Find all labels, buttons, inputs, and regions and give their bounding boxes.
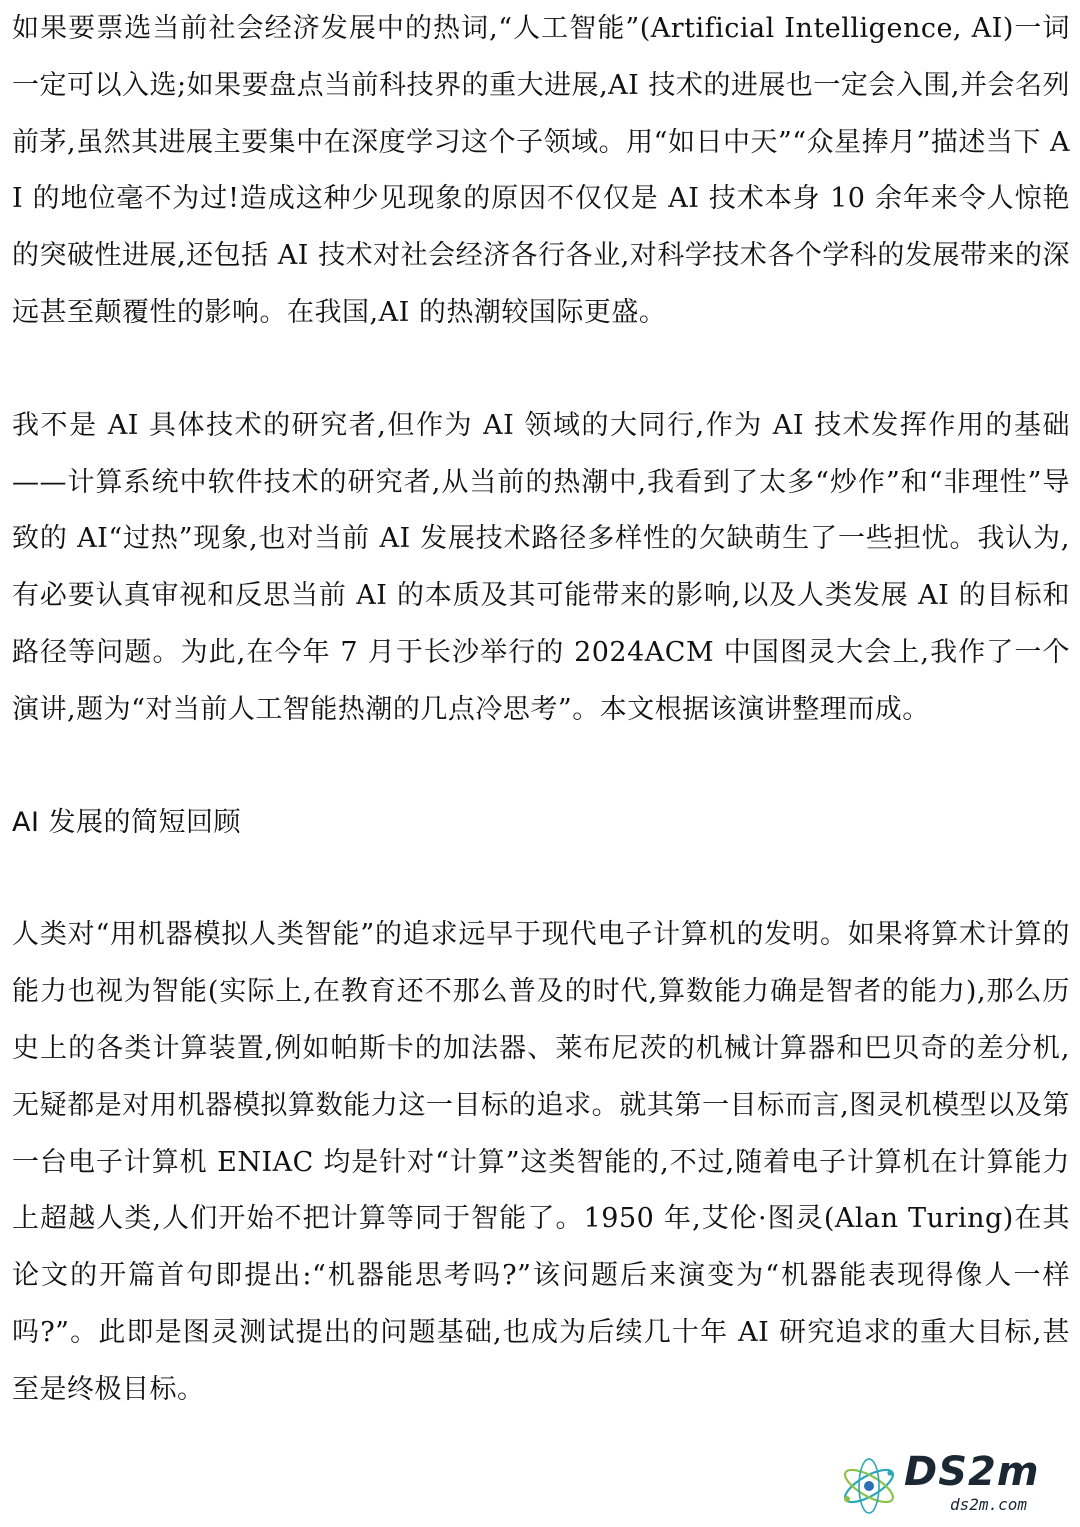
section-heading: AI 发展的简短回顾 [12,806,242,838]
paragraph-intro: 如果要票选当前社会经济发展中的热词,“人工智能”(Artificial Intelligence, AI)一词一定可以入选;如果要盘点当前科技界的重大进展,AI 技术的进展也一定会入围,并会名列前茅,虽然其进展主要集中在深度学习这个子领域。用“如日中天”“众星捧月”描述当下 AI 的地位毫不为过!造成这种少见现象的原因不仅仅是 AI 技术本身 10 余年来令人惊艳的突破性进展,还包括 AI 技术对社会经济各行各业,对科学技术各个学科的发展带来的深远甚至颠覆性的影响。在我国,AI 的热潮较国际更盛。 [12,13,1071,328]
logo-wordmark: DS2m [904,1449,1040,1495]
logo-domain: ds2m.com [950,1495,1028,1514]
paragraph-author-motivation: 我不是 AI 具体技术的研究者,但作为 AI 领域的大同行,作为 AI 技术发挥作用的基础——计算系统中软件技术的研究者,从当前的热潮中,我看到了太多“炒作”和“非理性”导致的 AI“过热”现象,也对当前 AI 发展技术路径多样性的欠缺萌生了一些担忧。我认为,有必要认真审视和反思当前 AI 的本质及其可能带来的影响,以及人类发展 AI 的目标和路径等问题。为此,在今年 7 月于长沙举行的 2024ACM 中国图灵大会上,我作了一个演讲,题为“对当前人工智能热潮的几点冷思考”。本文根据该演讲整理而成。 [12,409,1070,725]
paragraph-ai-history: 人类对“用机器模拟人类智能”的追求远早于现代电子计算机的发明。如果将算术计算的能力也视为智能(实际上,在教育还不那么普及的时代,算数能力确是智者的能力),那么历史上的各类计算装置,例如帕斯卡的加法器、莱布尼茨的机械计算器和巴贝奇的差分机,无疑都是对用机器模拟算数能力这一目标的追求。就其第一目标而言,图灵机模型以及第一台电子计算机 ENIAC 均是针对“计算”这类智能的,不过,随着电子计算机在计算能力上超越人类,人们开始不把计算等同于智能了。1950 年,艾伦·图灵(Alan Turing)在其论文的开篇首句即提出:“机器能思考吗?”该问题后来演变为“机器能表现得像人一样吗?”。此即是图灵测试提出的问题基础,也成为后续几十年 AI 研究追求的重大目标,甚至是终极目标。 [12,919,1070,1405]
article-body [12,0,1070,1419]
watermark-logo [838,1451,1058,1521]
atom-orbit-icon [838,1455,900,1517]
